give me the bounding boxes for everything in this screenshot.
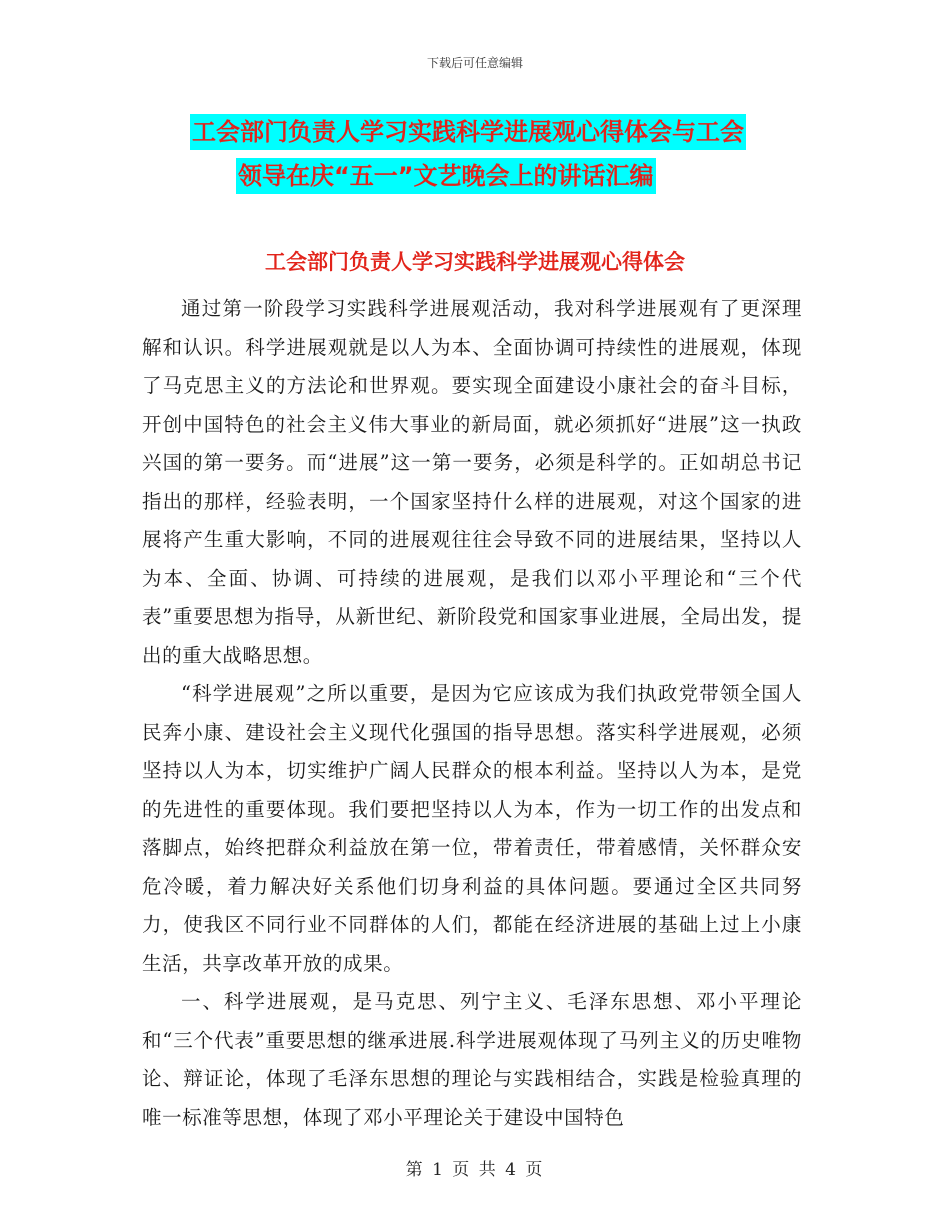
section-heading: 工会部门负责人学习实践科学进展观心得体会 — [265, 250, 685, 274]
document-title-line-1: 工会部门负责人学习实践科学进展观心得体会与工会 — [190, 114, 746, 150]
body-paragraph-1: 通过第一阶段学习实践科学进展观活动，我对科学进展观有了更深理解和认识。科学进展观就是以人为本、全面协调可持续性的进展观，体现了马克思主义的方法论和世界观。要实现全面建设小康社会的奋斗目标，开创中国特色的社会主义伟大事业的新局面，就必须抓好“进展”这一执政兴国的第一要务。而“进展”这一第一要务，必须是科学的。正如胡总书记指出的那样，经验表明，一个国家坚持什么样的进展观，对这个国家的进展将产生重大影响，不同的进展观往往会导致不同的进展结果，坚持以人为本、全面、协调、可持续的进展观，是我们以邓小平理论和“三个代表”重要思想为指导，从新世纪、新阶段党和国家事业进展，全局出发，提出的重大战略思想。 — [142, 297, 802, 667]
body-paragraph-3: 一、科学进展观，是马克思、列宁主义、毛泽东思想、邓小平理论和“三个代表”重要思想的继承进展.科学进展观体现了马列主义的历史唯物论、辩证论，体现了毛泽东思想的理论与实践相结合，实践是检验真理的唯一标准等思想，体现了邓小平理论关于建设中国特色 — [142, 990, 802, 1129]
page-footer: 第 1 页 共 4 页 — [405, 1160, 545, 1180]
body-paragraph-2: “科学进展观”之所以重要，是因为它应该成为我们执政党带领全国人民奔小康、建设社会主义现代化强国的指导思想。落实科学进展观，必须坚持以人为本，切实维护广阔人民群众的根本利益。坚持以人为本，是党的先进性的重要体现。我们要把坚持以人为本，作为一切工作的出发点和落脚点，始终把群众利益放在第一位，带着责任，带着感情，关怀群众安危冷暖，着力解决好关系他们切身利益的具体问题。要通过全区共同努力，使我区不同行业不同群体的人们，都能在经济进展的基础上过上小康生活，共享改革开放的成果。 — [142, 682, 802, 975]
page-header-note: 下载后可任意编辑 — [426, 56, 523, 70]
document-body — [142, 290, 802, 1137]
document-title-line-2: 领导在庆“五一”文艺晚会上的讲话汇编 — [236, 158, 656, 194]
